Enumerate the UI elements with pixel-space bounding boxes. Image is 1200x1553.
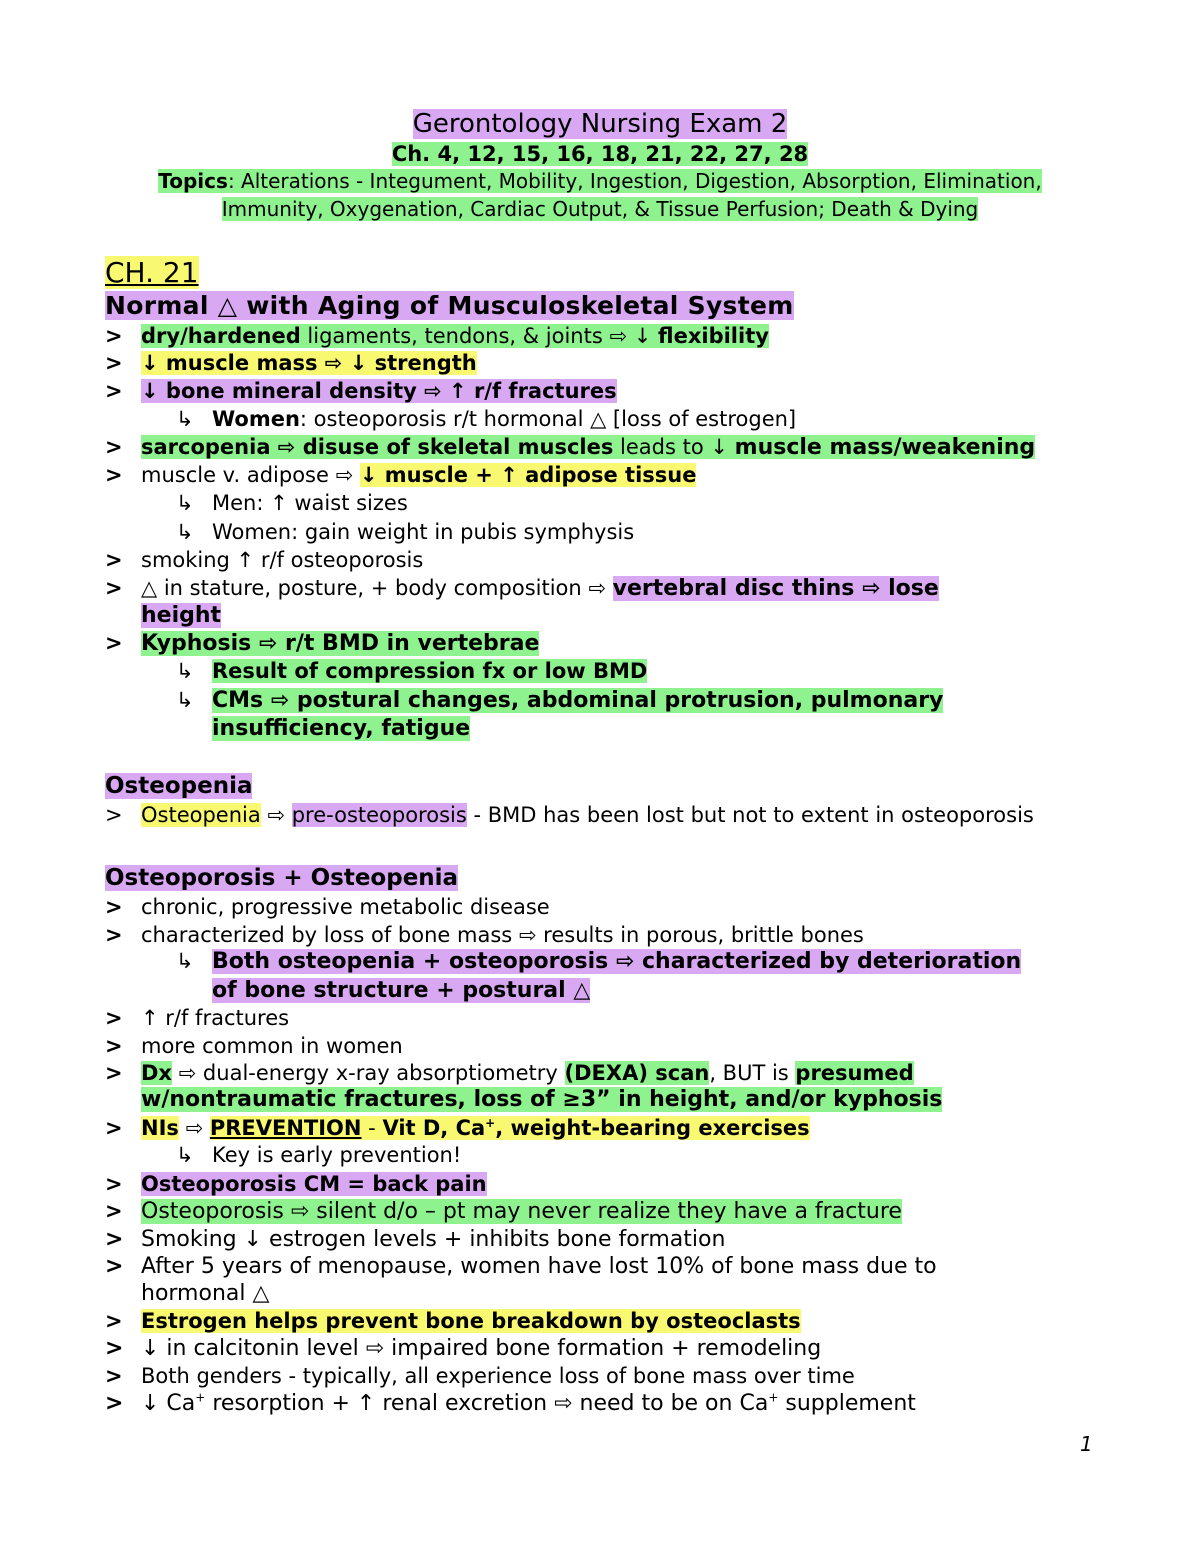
section-heading: Normal △ with Aging of Musculoskeletal System xyxy=(105,291,794,320)
list-item: > △ in stature, posture, + body composition ⇨ vertebral disc thins ⇨ lose xyxy=(105,576,939,601)
list-item: > more common in women xyxy=(105,1034,403,1058)
sub-item: ↳ CMs ⇨ postural changes, abdominal protrusion, pulmonary xyxy=(176,688,944,713)
chapter-list: Ch. 4, 12, 15, 16, 18, 21, 22, 27, 28 xyxy=(391,142,809,166)
list-item: > Osteoporosis CM = back pain xyxy=(105,1172,487,1196)
list-item-continued: height xyxy=(141,603,222,628)
list-item: > ↑ r/f fractures xyxy=(105,1006,290,1030)
list-item: > sarcopenia ⇨ disuse of skeletal muscles leads to ↓ muscle mass/weakening xyxy=(105,435,1036,460)
list-item: > ↓ in calcitonin level ⇨ impaired bone formation + remodeling xyxy=(105,1336,822,1361)
chapter-heading: CH. 21 xyxy=(105,256,199,289)
sub-item: ↳ Men: ↑ waist sizes xyxy=(176,491,408,515)
list-item: > muscle v. adipose ⇨ ↓ muscle + ↑ adipose tissue xyxy=(105,463,697,487)
list-item-continued: w/nontraumatic fractures, loss of ≥3” in height, and/or kyphosis xyxy=(141,1087,943,1112)
list-item: > NIs ⇨ PREVENTION - Vit D, Ca+, weight-bearing exercises xyxy=(105,1116,810,1140)
list-item: > Osteoporosis ⇨ silent d/o – pt may never realize they have a fracture xyxy=(105,1199,902,1224)
sub-item: ↳ Result of compression fx or low BMD xyxy=(176,659,648,683)
section-heading: Osteopenia xyxy=(105,773,253,799)
sub-item-continued: of bone structure + postural △ xyxy=(212,978,591,1003)
doc-title: Gerontology Nursing Exam 2 xyxy=(412,109,788,139)
list-item: > smoking ↑ r/f osteoporosis xyxy=(105,548,424,572)
sub-item: ↳ Both osteopenia + osteoporosis ⇨ characterized by deterioration xyxy=(176,949,1022,974)
list-item: > Smoking ↓ estrogen levels + inhibits bone formation xyxy=(105,1227,726,1252)
section-heading: Osteoporosis + Osteopenia xyxy=(105,865,459,891)
list-item: > Estrogen helps prevent bone breakdown by osteoclasts xyxy=(105,1309,801,1333)
sub-item: ↳ Women: osteoporosis r/t hormonal △ [loss of estrogen] xyxy=(176,407,797,431)
topics-line-2: Immunity, Oxygenation, Cardiac Output, & Tissue Perfusion; Death & Dying xyxy=(221,197,979,221)
list-item-continued: hormonal △ xyxy=(141,1281,270,1306)
list-item: > Kyphosis ⇨ r/t BMD in vertebrae xyxy=(105,631,540,656)
sub-item: ↳ Women: gain weight in pubis symphysis xyxy=(176,520,635,544)
list-item: > ↓ Ca+ resorption + ↑ renal excretion ⇨ need to be on Ca+ supplement xyxy=(105,1390,916,1416)
sub-item-continued: insufficiency, fatigue xyxy=(212,716,471,741)
topics-line-1: Topics: Alterations - Integument, Mobility, Ingestion, Digestion, Absorption, Elimination, xyxy=(158,169,1042,193)
list-item: > dry/hardened ligaments, tendons, & joints ⇨ ↓ flexibility xyxy=(105,324,769,348)
list-item: > ↓ bone mineral density ⇨ ↑ r/f fractures xyxy=(105,379,617,403)
page-number: 1 xyxy=(1080,1432,1093,1456)
list-item: > Osteopenia ⇨ pre-osteoporosis - BMD has been lost but not to extent in osteoporosis xyxy=(105,803,1034,827)
list-item: > After 5 years of menopause, women have lost 10% of bone mass due to xyxy=(105,1254,937,1279)
list-item: > Both genders - typically, all experience loss of bone mass over time xyxy=(105,1364,855,1388)
list-item: > characterized by loss of bone mass ⇨ results in porous, brittle bones xyxy=(105,923,864,947)
list-item: > ↓ muscle mass ⇨ ↓ strength xyxy=(105,351,477,375)
list-item: > chronic, progressive metabolic disease xyxy=(105,895,550,919)
list-item: > Dx ⇨ dual-energy x-ray absorptiometry (DEXA) scan, BUT is presumed xyxy=(105,1061,914,1085)
sub-item: ↳ Key is early prevention! xyxy=(176,1143,462,1167)
